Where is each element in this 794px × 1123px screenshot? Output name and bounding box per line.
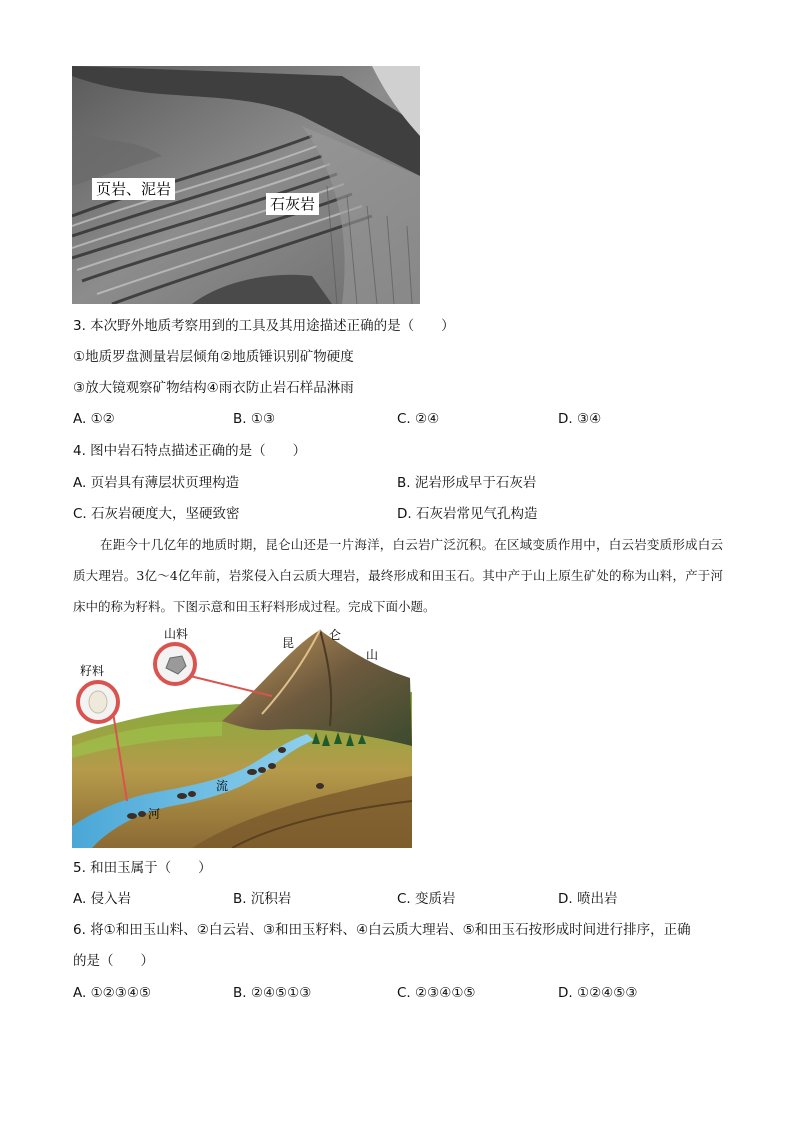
shale-mudstone-label: 页岩、泥岩 xyxy=(92,178,175,200)
q5-option-d[interactable]: D. 喷出岩 xyxy=(558,891,618,907)
q4-option-b[interactable]: B. 泥岩形成早于石灰岩 xyxy=(397,475,537,491)
q6-option-d[interactable]: D. ①②④⑤③ xyxy=(558,985,638,1001)
q4-option-d[interactable]: D. 石灰岩常见气孔构造 xyxy=(397,506,538,522)
q4-option-c[interactable]: C. 石灰岩硬度大，坚硬致密 xyxy=(73,506,240,522)
q3-line1: ①地质罗盘测量岩层倾角②地质锤识别矿物硬度 xyxy=(73,349,354,365)
q5-option-c[interactable]: C. 变质岩 xyxy=(397,891,456,907)
q5-option-b[interactable]: B. 沉积岩 xyxy=(233,891,292,907)
q6-stem-line2: 的是（ ） xyxy=(73,953,154,969)
q4-option-a[interactable]: A. 页岩具有薄层状页理构造 xyxy=(73,475,240,491)
shanliao-label: 山料 xyxy=(164,627,189,641)
q6-option-c[interactable]: C. ②③④①⑤ xyxy=(397,985,476,1001)
passage-text: 在距今十几亿年的地质时期，昆仑山还是一片海洋，白云岩广泛沉积。在区域变质作用中，白云岩变质形成白云质大理岩。3亿～4亿年前，岩浆侵入白云质大理岩，最终形成和田玉石。其中产于山上原生矿处的称为山料，产于河床中的称为籽料。下图示意和田玉籽料形成过程。完成下面小题。 xyxy=(73,537,723,614)
kun-label: 昆 xyxy=(282,636,295,650)
q3-option-d[interactable]: D. ③④ xyxy=(558,411,602,427)
shan-label: 山 xyxy=(366,648,379,662)
q4-stem: 4. 图中岩石特点描述正确的是（ ） xyxy=(73,443,307,459)
liu-label: 流 xyxy=(216,779,229,793)
q3-option-a[interactable]: A. ①② xyxy=(73,411,115,427)
q3-option-c[interactable]: C. ②④ xyxy=(397,411,440,427)
hetian-jade-illustration xyxy=(72,626,412,848)
q5-option-a[interactable]: A. 侵入岩 xyxy=(73,891,132,907)
q3-stem: 3. 本次野外地质考察用到的工具及其用途描述正确的是（ ） xyxy=(73,318,455,334)
q3-option-b[interactable]: B. ①③ xyxy=(233,411,276,427)
q5-stem: 5. 和田玉属于（ ） xyxy=(73,860,212,876)
ziliao-label: 籽料 xyxy=(80,664,105,678)
q3-line2: ③放大镜观察矿物结构④雨衣防止岩石样品淋雨 xyxy=(73,380,354,396)
q6-stem-line1: 6. 将①和田玉山料、②白云岩、③和田玉籽料、④白云质大理岩、⑤和田玉石按形成时间进行排序，正确 xyxy=(73,922,691,938)
lun-label: 仑 xyxy=(329,628,342,642)
q6-option-b[interactable]: B. ②④⑤①③ xyxy=(233,985,312,1001)
limestone-label: 石灰岩 xyxy=(266,193,319,215)
he-label: 河 xyxy=(148,807,161,821)
rock-outcrop-photo xyxy=(72,66,420,304)
reading-passage xyxy=(73,529,723,622)
hetian-jade-diagram xyxy=(72,626,412,848)
q6-option-a[interactable]: A. ①②③④⑤ xyxy=(73,985,152,1001)
